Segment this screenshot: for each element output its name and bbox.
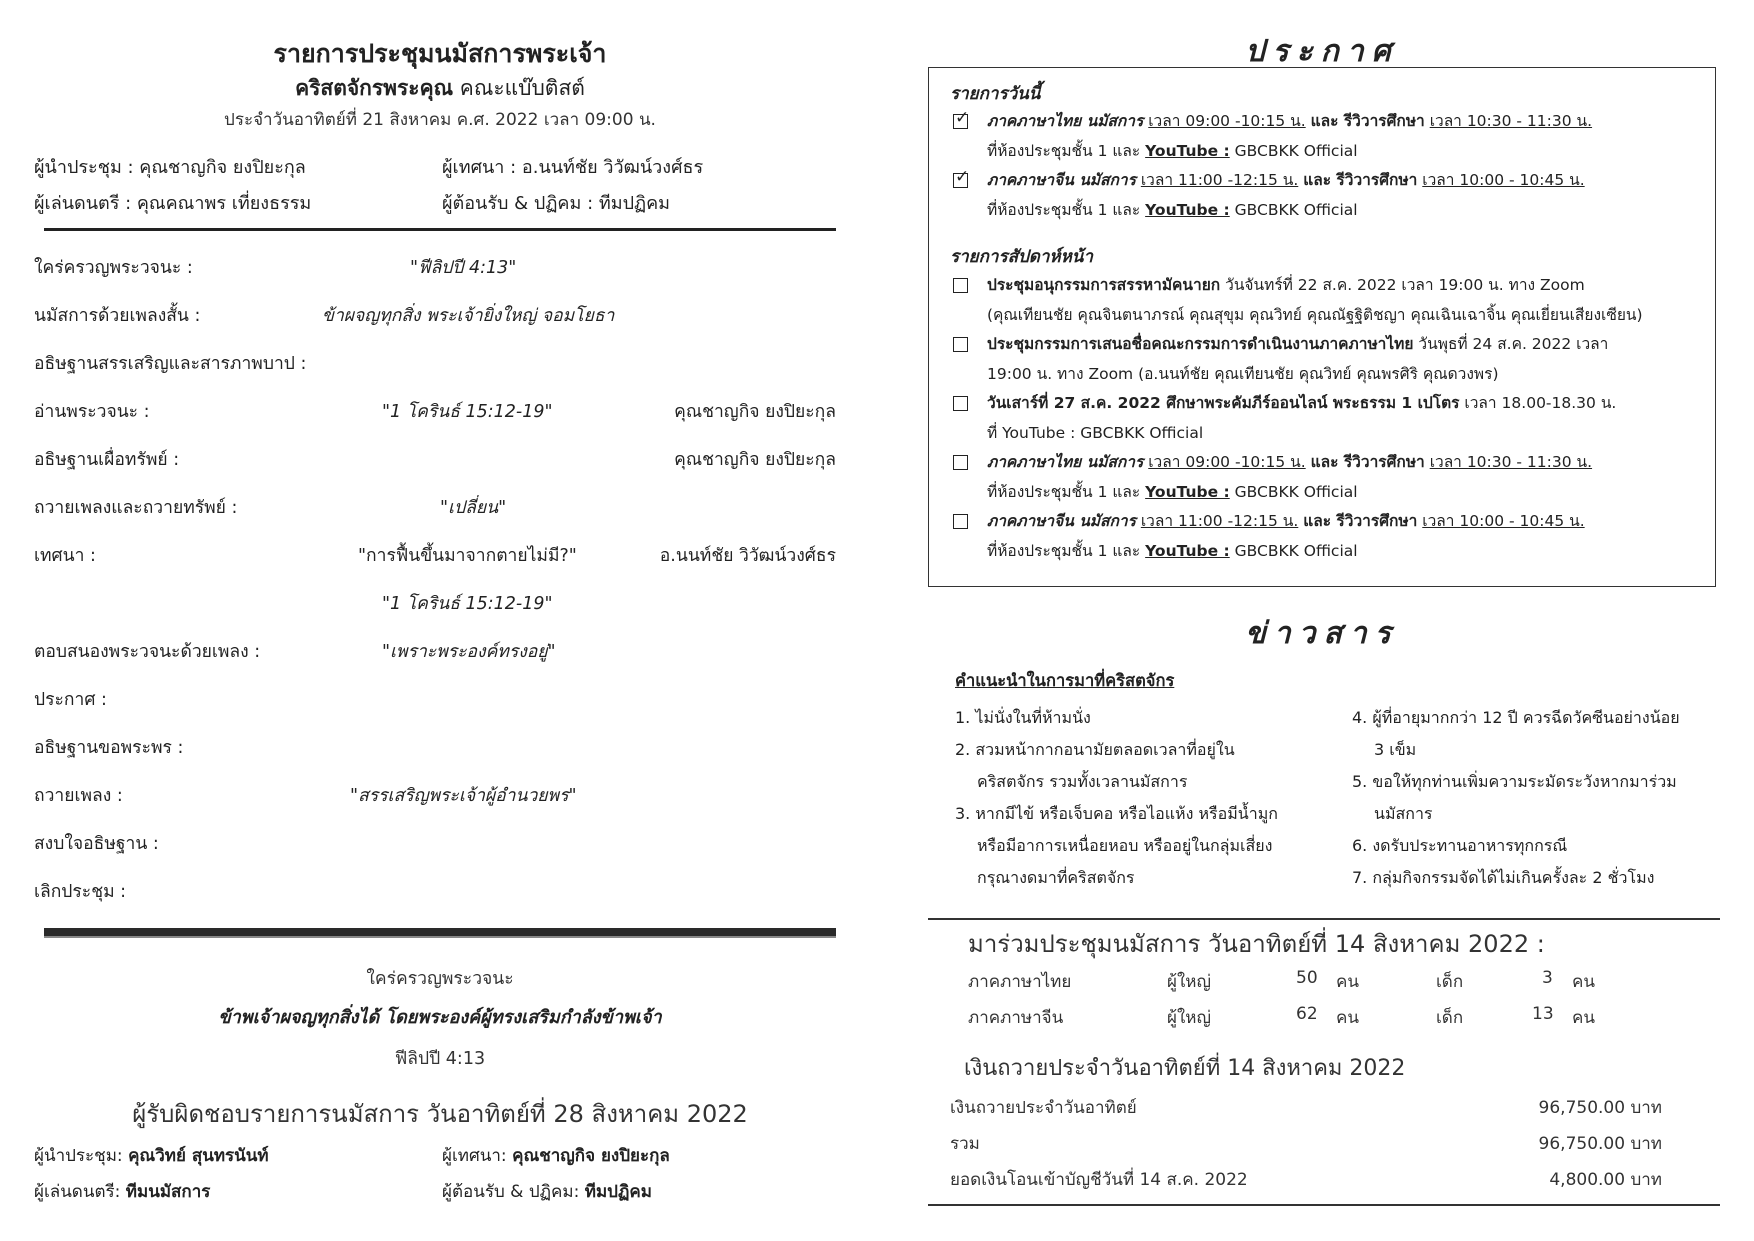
guideline-item: 6. งดรับประทานอาหารทุกกรณี — [1352, 836, 1568, 855]
service-time: เวลา 11:00 -12:15 น. — [1140, 512, 1299, 530]
checkbox[interactable] — [953, 167, 970, 188]
announcement-line — [987, 452, 1592, 472]
study-name: และ รีวิวารศึกษา — [1310, 453, 1425, 471]
offering-label: เงินถวายประจำวันอาทิตย์ — [950, 1098, 1137, 1118]
service-name: ภาคภาษาไทย นมัสการ — [987, 453, 1144, 471]
header-divider — [44, 228, 836, 231]
venue-text: ที่ห้องประชุมชั้น 1 และ — [987, 483, 1141, 501]
church-name — [40, 72, 840, 105]
order-label: สงบใจอธิษฐาน : — [34, 834, 159, 854]
study-name: และ รีวิวารศึกษา — [1310, 112, 1425, 130]
guideline-item: นมัสการ — [1374, 804, 1433, 823]
announcement-line — [987, 393, 1616, 413]
study-name: และ รีวิวารศึกษา — [1303, 171, 1418, 189]
service-preacher: ผู้เทศนา : อ.นนท์ชัย วิวัฒน์วงศ์ธร — [442, 157, 704, 178]
adult-count: 50 — [1296, 968, 1318, 988]
announcement-line: 19:00 น. ทาง Zoom (อ.นนท์ชัย คุณเทียนชัย คุณวิทย์ คุณพรศิริ คุณดวงพร) — [987, 365, 1499, 383]
checkbox[interactable] — [953, 337, 968, 352]
guideline-item: 4. ผู้ที่อายุมากกว่า 12 ปี ควรฉีดวัคซีนอย่างน้อย — [1352, 708, 1680, 727]
channel-name: GBCBKK Official — [1234, 483, 1358, 501]
next-week-leader — [34, 1142, 269, 1169]
order-value: ข้าผจญทุกสิ่ง พระเจ้ายิ่งใหญ่ จอมโยธา — [322, 306, 615, 326]
meeting-name: ประชุมกรรมการเสนอชื่อคณะกรรมการดำเนินงานภาคภาษาไทย — [987, 335, 1414, 353]
study-time: เวลา 10:00 - 10:45 น. — [1422, 171, 1585, 189]
service-time: เวลา 09:00 -10:15 น. — [1148, 453, 1306, 471]
order-label: ประกาศ : — [34, 690, 107, 710]
meeting-time: เวลา 18.00-18.30 น. — [1464, 394, 1617, 412]
service-leader: ผู้นำประชุม : คุณชาญกิจ ยงปิยะกุล — [34, 157, 306, 178]
offering-label: รวม — [950, 1134, 980, 1154]
announcement-line — [987, 541, 1358, 561]
order-value: "ฟีลิปปี 4:13" — [410, 258, 517, 278]
order-label: อธิษฐานขอพระพร : — [34, 738, 184, 758]
order-label: ใคร่ครวญพระวจนะ : — [34, 258, 193, 278]
order-label: เทศนา : — [34, 546, 96, 566]
announcement-line: (คุณเทียนชัย คุณจินตนาภรณ์ คุณสุขุม คุณวิทย์ คุณณัฐฐิติชญา คุณเฉินเฉาจิ้น คุณเยี่ยนเสียงเซียน) — [987, 306, 1643, 324]
announcement-line — [987, 200, 1358, 220]
attendance-title: มาร่วมประชุมนมัสการ วันอาทิตย์ที่ 14 สิงหาคม 2022 : — [968, 930, 1545, 958]
guideline-item: หรือมีอาการเหนื่อยหอบ หรืออยู่ในกลุ่มเสี่ยง — [977, 836, 1273, 855]
youtube-link[interactable]: YouTube : — [1145, 142, 1230, 160]
study-time: เวลา 10:00 - 10:45 น. — [1422, 512, 1585, 530]
service-name: ภาคภาษาจีน นมัสการ — [987, 171, 1136, 189]
channel-name: GBCBKK Official — [1234, 201, 1358, 219]
youtube-link[interactable]: YouTube : — [1145, 201, 1230, 219]
study-time: เวลา 10:30 - 11:30 น. — [1429, 112, 1593, 130]
offering-amount: 4,800.00 บาท — [1549, 1170, 1662, 1190]
news-subheading: คำแนะนำในการมาที่คริสตจักร — [955, 671, 1175, 690]
order-value: "เพราะพระองค์ทรงอยู่" — [382, 642, 556, 662]
checkbox[interactable] — [953, 108, 970, 129]
venue-text: ที่ห้องประชุมชั้น 1 และ — [987, 201, 1141, 219]
guideline-item: กรุณางดมาที่คริสตจักร — [977, 868, 1135, 887]
order-value: "เปลี่ยน" — [440, 498, 507, 518]
adult-label: ผู้ใหญ่ — [1167, 972, 1211, 992]
service-date: ประจำวันอาทิตย์ที่ 21 สิงหาคม ค.ศ. 2022 เวลา 09:00 น. — [224, 110, 656, 130]
guideline-item: 3 เข็ม — [1374, 740, 1417, 759]
child-count: 13 — [1532, 1004, 1554, 1024]
check-icon: ✓ — [955, 108, 970, 128]
announcement-line — [987, 275, 1585, 295]
next-week-leader-label: ผู้นำประชุม: — [34, 1146, 123, 1166]
order-label: อธิษฐานสรรเสริญและสารภาพบาป : — [34, 354, 307, 374]
offering-amount: 96,750.00 บาท — [1538, 1098, 1662, 1118]
order-label: ตอบสนองพระวจนะด้วยเพลง : — [34, 642, 261, 662]
announcement-line — [987, 141, 1358, 161]
adult-count: 62 — [1296, 1004, 1318, 1024]
service-time: เวลา 11:00 -12:15 น. — [1140, 171, 1299, 189]
venue-text: ที่ห้องประชุมชั้น 1 และ — [987, 542, 1141, 560]
meditation-heading: ใคร่ครวญพระวจนะ — [366, 969, 514, 989]
order-person: คุณชาญกิจ ยงปิยะกุล — [674, 450, 836, 470]
offering-label: ยอดเงินโอนเข้าบัญชีวันที่ 14 ส.ค. 2022 — [950, 1170, 1248, 1190]
youtube-link[interactable]: YouTube : — [1145, 542, 1230, 560]
guideline-item: 3. หากมีไข้ หรือเจ็บคอ หรือไอแห้ง หรือมีน้ำมูก — [955, 804, 1278, 823]
checkbox[interactable] — [953, 514, 968, 529]
order-value: "สรรเสริญพระเจ้าผู้อำนวยพร" — [350, 786, 577, 806]
venue-text: ที่ห้องประชุมชั้น 1 และ — [987, 142, 1141, 160]
next-week-greeter-label: ผู้ต้อนรับ & ปฏิคม: — [442, 1182, 580, 1202]
child-label: เด็ก — [1436, 972, 1464, 992]
next-week-leader-name: คุณวิทย์ สุนทรนันท์ — [128, 1146, 269, 1166]
offering-title: เงินถวายประจำวันอาทิตย์ที่ 14 สิงหาคม 2022 — [964, 1056, 1406, 1081]
church-denomination: คณะแบ๊บติสต์ — [459, 76, 585, 100]
meditation-reference: ฟีลิปปี 4:13 — [394, 1049, 486, 1069]
meeting-time: วันพุธที่ 24 ส.ค. 2022 เวลา — [1418, 335, 1609, 353]
offering-amount: 96,750.00 บาท — [1538, 1134, 1662, 1154]
order-label: นมัสการด้วยเพลงสั้น : — [34, 306, 201, 326]
announcement-line — [987, 170, 1585, 190]
child-label: เด็ก — [1436, 1008, 1464, 1028]
announcements-heading: ประกาศ — [1245, 34, 1399, 69]
next-week-preacher — [442, 1142, 670, 1169]
guideline-item: 2. สวมหน้ากากอนามัยตลอดเวลาที่อยู่ใน — [955, 740, 1235, 759]
next-week-preacher-name: คุณชาญกิจ ยงปิยะกุล — [512, 1146, 670, 1166]
guideline-item: 1. ไม่นั่งในที่ห้ามนั่ง — [955, 708, 1091, 727]
service-name: ภาคภาษาจีน นมัสการ — [987, 512, 1136, 530]
order-label: ถวายเพลง : — [34, 786, 123, 806]
next-week-musician-name: ทีมนมัสการ — [125, 1182, 211, 1202]
order-label: ถวายเพลงและถวายทรัพย์ : — [34, 498, 238, 518]
meditation-verse: ข้าพเจ้าผจญทุกสิ่งได้ โดยพระองค์ผู้ทรงเสริมกำลังข้าพเจ้า — [218, 1007, 662, 1028]
news-divider — [928, 918, 1720, 920]
checkbox[interactable] — [953, 278, 968, 293]
order-divider — [44, 928, 836, 938]
meeting-name: วันเสาร์ที่ 27 ส.ค. 2022 ศึกษาพระคัมภีร์ออนไลน์ พระธรรม 1 เปโตร — [987, 394, 1460, 412]
today-section-title: รายการวันนี้ — [950, 84, 1041, 104]
checkbox[interactable] — [953, 396, 968, 411]
order-label: อธิษฐานเผื่อทรัพย์ : — [34, 450, 180, 470]
next-week-greeter-name: ทีมปฏิคม — [584, 1182, 652, 1202]
next-week-preacher-label: ผู้เทศนา: — [442, 1146, 507, 1166]
guideline-item: 5. ขอให้ทุกท่านเพิ่มความระมัดระวังหากมาร่วม — [1352, 772, 1677, 791]
guideline-item: 7. กลุ่มกิจกรรมจัดได้ไม่เกินครั้งละ 2 ชั่วโมง — [1352, 868, 1655, 887]
order-label: อ่านพระวจนะ : — [34, 402, 150, 422]
service-name: ภาคภาษาไทย นมัสการ — [987, 112, 1144, 130]
next-week-musician — [34, 1178, 210, 1205]
unit-label: คน — [1572, 972, 1595, 992]
service-time: เวลา 09:00 -10:15 น. — [1148, 112, 1306, 130]
order-value: "1 โครินธ์ 15:12-19" — [382, 402, 553, 422]
service-greeter: ผู้ต้อนรับ & ปฏิคม : ทีมปฏิคม — [442, 193, 670, 214]
attendance-group: ภาคภาษาจีน — [968, 1008, 1064, 1028]
next-week-heading: ผู้รับผิดชอบรายการนมัสการ วันอาทิตย์ที่ 28 สิงหาคม 2022 — [132, 1100, 748, 1128]
announcement-line — [987, 511, 1585, 531]
unit-label: คน — [1336, 972, 1359, 992]
service-musician: ผู้เล่นดนตรี : คุณคณาพร เที่ยงธรรม — [34, 193, 312, 214]
meeting-name: ประชุมอนุกรรมการสรรหามัคนายก — [987, 276, 1221, 294]
church-name-bold: คริสตจักรพระคุณ — [295, 76, 454, 100]
child-count: 3 — [1542, 968, 1553, 988]
meeting-time: วันจันทร์ที่ 22 ส.ค. 2022 เวลา 19:00 น. ทาง Zoom — [1225, 276, 1585, 294]
check-icon: ✓ — [955, 167, 970, 187]
youtube-link[interactable]: YouTube : — [1145, 483, 1230, 501]
order-label: เลิกประชุม : — [34, 882, 127, 902]
order-value: "การฟื้นขึ้นมาจากตายไม่มี?" — [358, 546, 577, 566]
next-week-musician-label: ผู้เล่นดนตรี: — [34, 1182, 121, 1202]
announcement-line — [987, 334, 1608, 354]
unit-label: คน — [1336, 1008, 1359, 1028]
order-value: "1 โครินธ์ 15:12-19" — [382, 594, 553, 614]
study-name: และ รีวิวารศึกษา — [1303, 512, 1418, 530]
news-heading: ข่าวสาร — [1245, 616, 1399, 651]
order-person: อ.นนท์ชัย วิวัฒน์วงศ์ธร — [659, 546, 836, 566]
bulletin-title: รายการประชุมนมัสการพระเจ้า — [273, 39, 607, 68]
announcement-line — [987, 482, 1358, 502]
checkbox[interactable] — [953, 455, 968, 470]
unit-label: คน — [1572, 1008, 1595, 1028]
attendance-group: ภาคภาษาไทย — [968, 972, 1072, 992]
announcement-line: ที่ YouTube : GBCBKK Official — [987, 424, 1204, 442]
footer-divider — [928, 1204, 1720, 1206]
channel-name: GBCBKK Official — [1234, 542, 1358, 560]
next-week-greeter — [442, 1178, 652, 1205]
channel-name: GBCBKK Official — [1234, 142, 1358, 160]
next-section-title: รายการสัปดาห์หน้า — [950, 247, 1093, 267]
adult-label: ผู้ใหญ่ — [1167, 1008, 1211, 1028]
order-person: คุณชาญกิจ ยงปิยะกุล — [674, 402, 836, 422]
announcement-line — [987, 111, 1592, 131]
guideline-item: คริสตจักร รวมทั้งเวลานมัสการ — [977, 772, 1188, 791]
study-time: เวลา 10:30 - 11:30 น. — [1429, 453, 1593, 471]
